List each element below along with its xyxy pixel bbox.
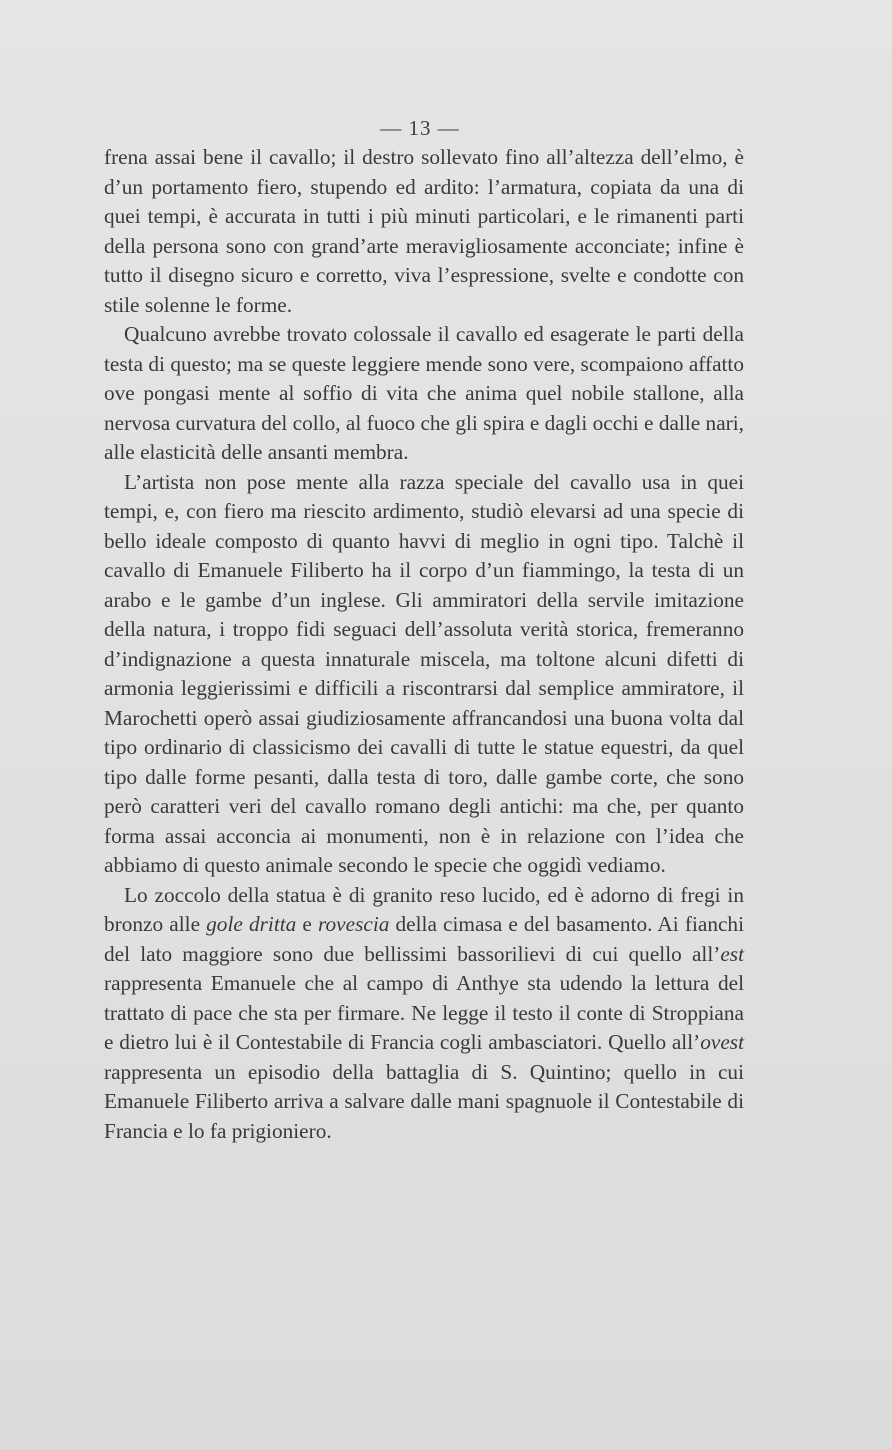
paragraph-4-text-3: della cimasa e del basamento. Ai fianchi del lato maggiore sono due bellissimi bassorilievi di cui quello all’	[104, 912, 744, 966]
page-number: — 13 —	[380, 116, 460, 140]
paragraph-3: L’artista non pose mente alla razza speciale del cavallo usa in quei tempi, e, con fiero ma riescito ardimento, studiò elevarsi ad una specie di bello ideale composto di quanto havvi di meglio in ogni tipo. Talchè il cavallo di Emanuele Filiberto ha il corpo d’un fiammingo, la testa di un arabo e le gambe d’un inglese. Gli ammiratori della servile imitazione della natura, i troppo fidi seguaci dell’assoluta verità storica, fremeranno d’indignazione a questa innaturale miscela, ma toltone alcuni difetti di armonia leggierissimi e difficili a riscontrarsi dal semplice ammiratore, il Marochetti operò assai giudiziosamente affrancandosi una buona volta dal tipo ordinario di classicismo dei cavalli di tutte le statue equestri, da quel tipo dalle forme pesanti, dalla testa di toro, dalle gambe corte, che sono però caratteri veri del cavallo romano degli antichi: ma che, per quanto forma assai acconcia ai monumenti, non è in relazione con l’idea che abbiamo di questo animale secondo le specie che oggidì vediamo.	[104, 469, 744, 877]
paragraph-4-text-2: e	[296, 912, 319, 936]
italic-term-est: est	[720, 941, 744, 966]
italic-term-ovest: ovest	[700, 1030, 744, 1054]
paragraph-2: Qualcuno avrebbe trovato colossale il cavallo ed esagerate le parti della testa di questo; ma se queste leggiere mende sono vere, scompaiono affatto ove pongasi mente al soffio di vita che anima quel nobile stallone, alla nervosa curvatura del collo, al fuoco che gli spira e dagli occhi e dalle nari, alle elasticità delle ansanti membra.	[104, 322, 744, 464]
italic-term-rovescia: rovescia	[318, 912, 390, 936]
body-text	[104, 143, 744, 1146]
paragraph-4-text-4: rappresenta Emanuele che al campo di Anthye sta udendo la lettura del trattato di pace che sta per firmare. Ne legge il testo il conte di Stroppiana e dietro lui è il Contestabile di Francia cogli ambasciatori. Quello all’	[104, 971, 744, 1054]
paragraph-4	[104, 881, 744, 1147]
paragraph-1: frena assai bene il cavallo; il destro sollevato fino all’altezza dell’elmo, è d’un portamento fiero, stupendo ed ardito: l’armatura, copiata da una di quei tempi, è accurata in tutti i più minuti particolari, e le rimanenti parti della persona sono con grand’arte meravigliosamente acconciate; infine è tutto il disegno sicuro e corretto, viva l’espressione, svelte e condotte con stile solenne le forme.	[104, 145, 744, 317]
italic-term-gole-dritta: gole dritta	[206, 912, 297, 936]
paragraph-4-text-5: rappresenta un episodio della battaglia di S. Quintino; quello in cui Emanuele Filiberto arriva a salvare dalle mani spagnuole il Contestabile di Francia e lo fa prigioniero.	[104, 1059, 744, 1143]
paragraph-4-text-1: Lo zoccolo della statua è di granito reso lucido, ed è adorno di fregi in bronzo alle	[104, 882, 744, 936]
